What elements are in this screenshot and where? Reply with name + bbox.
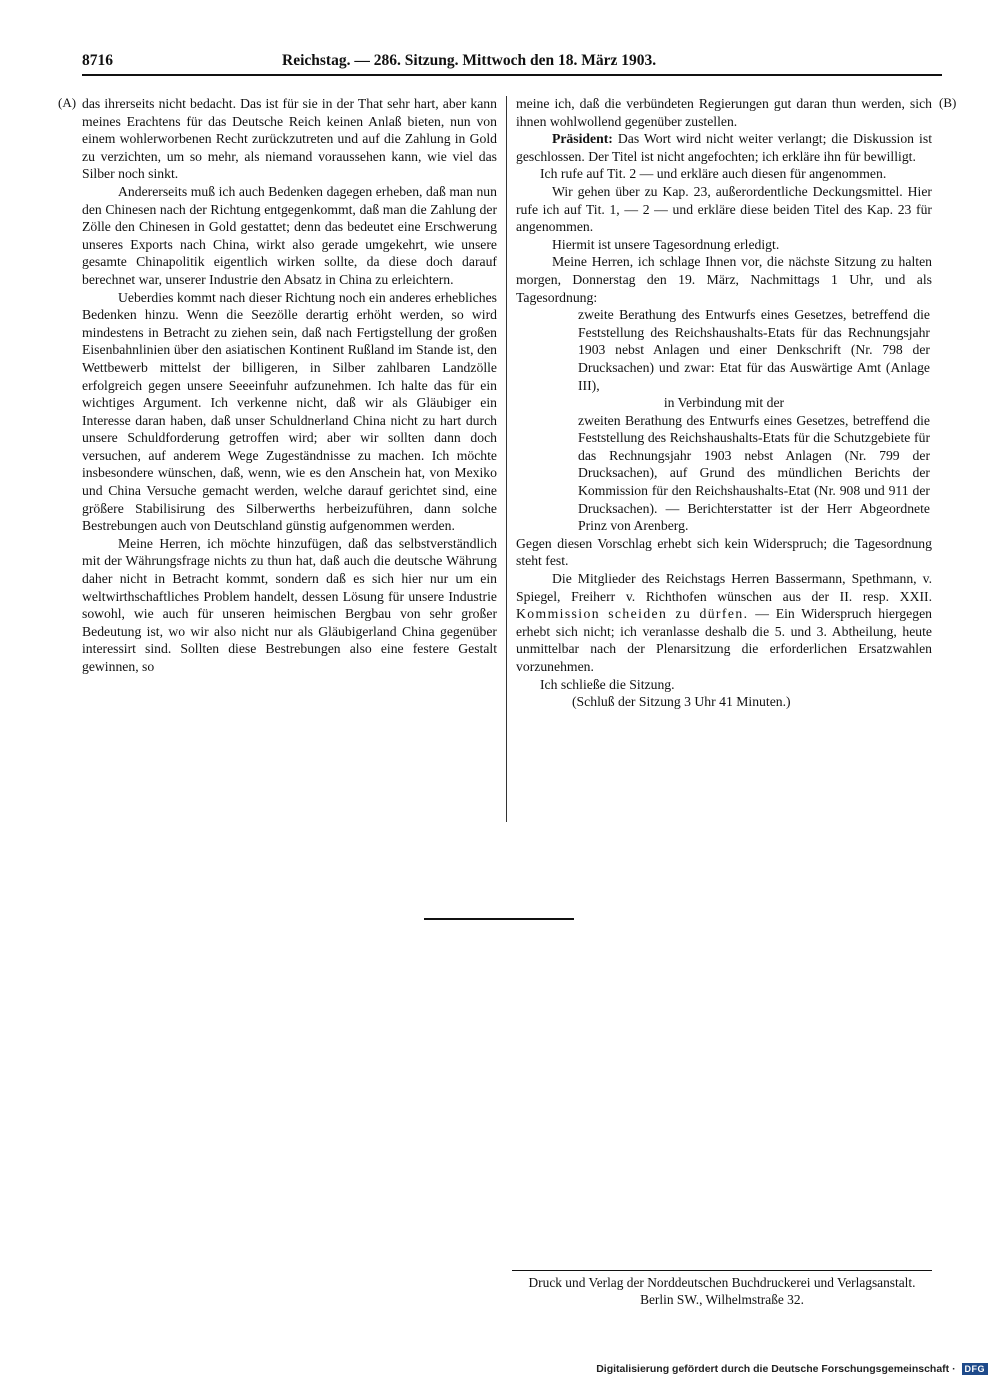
closing-note: (Schluß der Sitzung 3 Uhr 41 Minuten.): [572, 694, 791, 710]
president-paragraph: [516, 130, 932, 165]
imprint-line: Berlin SW., Wilhelmstraße 32.: [640, 1292, 804, 1307]
text-span: — Ein Widerspruch hiergegen erhebt sich nicht; ich veranlasse deshalb die 5. und 3. Abtheilung, heute unmittelbar nach der Plenarsitzung die erforderlichen Ersatzwahlen vorzunehmen.: [516, 606, 932, 674]
imprint-line: Druck und Verlag der Norddeutschen Buchdruckerei und Verlagsanstalt.: [512, 1270, 932, 1291]
paragraph: Meine Herren, ich schlage Ihnen vor, die nächste Sitzung zu halten morgen, Donnerstag den 19. März, Nachmittags 1 Uhr, und als Tagesordnung:: [516, 254, 932, 305]
speaker-label: Präsident:: [552, 131, 613, 147]
paragraph: [516, 570, 932, 676]
printer-imprint: [512, 1270, 932, 1308]
column-divider: [506, 96, 507, 822]
paragraph: das ihrerseits nicht bedacht. Das ist für sie in der That sehr hart, aber kann meines Erachtens für das Deutsche Reich keinen Anlaß bieten, nun von einem wohlerworbenen Recht zurückzutreten und auf die Zahlung in Gold zu verzichten, um so mehr, als niemand voraussehen kann, wie viel das Silber noch sinkt.: [82, 96, 497, 182]
end-rule: [424, 918, 574, 920]
paragraph: Meine Herren, ich möchte hinzufügen, daß das selbstverständlich mit der Währungsfrage nichts zu thun hat, daß auch die deutsche Währung daher nicht in Betracht kommt, sondern daß es sich hier nur um ein weltwirthschaftliches Problem handelt, dessen Lösung für unsere Industrie sowohl, wie auch für unseren heimischen Bergbau von sehr großer Bedeutung ist, wo wir also nicht nur als Gläubigerland China gegenüber interessirt sind. Sollten diese Bestrebungen also eine festere Gestalt gewinnen, so: [82, 535, 497, 674]
paragraph: Andererseits muß ich auch Bedenken dagegen erheben, daß man nun den Chinesen nach der Richtung entgegenkommt, daß man die Zahlung der Zölle den Chinesen in Gold gestattet; denn das bedeutet eine Erschwerung unseres Exports nach China, wirkt also gerade umgekehrt, wie unsere gesamte Chinapolitik eigentlich wirken sollte, da diese doch darauf berechnet war, unserer Industrie den Absatz in China zu erleichtern.: [82, 183, 497, 287]
agenda-item: zweiten Berathung des Entwurfs eines Gesetzes, betreffend die Feststellung des Reichshaushalts-Etats für die Schutzgebiete für das Rechnungsjahr 1903 nebst Anlagen (Nr. 799 der Drucksachen), auf Grund des mündlichen Berichts der Kommission für den Reichshaushalts-Etat (Nr. 908 und 911 der Drucksachen). — Berichterstatter ist der Herr Abgeordnete Prinz von Arenberg.: [578, 412, 930, 534]
paragraph: Ueberdies kommt nach dieser Richtung noch ein anderes erhebliches Bedenken hinzu. Wenn die Seezölle derartig erhöht werden, so wird mindestens in Betracht zu ziehen sein, daß nach Fertigstellung der großen Eisenbahnlinien über den asiatischen Kontinent Rußland im Stande ist, den Wettbewerb mittelst der billigeren, in Silber zahlbaren Landzölle erfolgreich gegen unsere Seeeinfuhr aufzunehmen. Ich halte das für ein wichtiges Argument. Ich verkenne nicht, daß wir als Gläubiger ein Interesse daran haben, daß unser Schuldnerland China nicht zu hart durch unsere Schuldforderung getroffen wird; aber wir sollten dann doch versuchen, auf anderem Wege Zugeständnisse zu machen. Ich möchte insbesondere wünschen, daß, wenn, wie es den Anschein hat, von Mexiko und China Versuche gemacht werden, welche darauf gerichtet sind, eine größere Stabilisirung des Silberwerths herbeizuführen, dann solche Bestrebungen auch von Deutschland günstig aufgenommen werden.: [82, 289, 497, 534]
digitization-note: Digitalisierung gefördert durch die Deutsche Forschungsgemeinschaft ·: [596, 1363, 956, 1375]
paragraph: Gegen diesen Vorschlag erhebt sich kein Widerspruch; die Tagesordnung steht fest.: [516, 535, 932, 569]
page-number: 8716: [82, 52, 113, 69]
margin-mark-a: (A): [58, 95, 77, 110]
right-column: [516, 95, 932, 711]
dfg-logo: DFG: [962, 1363, 989, 1375]
running-title: Reichstag. — 286. Sitzung. Mittwoch den 18. März 1903.: [282, 52, 657, 69]
paragraph: Ich rufe auf Tit. 2 — und erkläre auch diesen für angenommen.: [540, 166, 887, 182]
spaced-text: Kommission scheiden zu dürfen.: [516, 606, 749, 622]
paragraph: Hiermit ist unsere Tagesordnung erledigt.: [552, 236, 780, 252]
margin-mark-b: (B): [939, 95, 957, 110]
speech-text: Das Wort wird nicht weiter verlangt; die Diskussion ist geschlossen. Der Titel ist nicht angefochten; ich erkläre ihn für bewilligt.: [516, 131, 932, 164]
paragraph: Wir gehen über zu Kap. 23, außerordentliche Deckungsmittel. Hier rufe ich auf Tit. 1, — 2 — und erkläre diese beiden Titel des Kap. 23 für angenommen.: [516, 183, 932, 235]
text-span: Die Mitglieder des Reichstags Herren Bassermann, Spethmann, v. Spiegel, Freiherr v. Richthofen wünschen aus der II. resp. XXII.: [516, 571, 932, 604]
page-header: [82, 52, 942, 74]
digitization-footer: [596, 1363, 988, 1375]
agenda-item: zweite Berathung des Entwurfs eines Gesetzes, betreffend die Feststellung des Reichshaushalts-Etats für das Rechnungsjahr 1903 nebst Anlagen und einer Denkschrift (Nr. 798 der Drucksachen) und zwar: Etat für das Auswärtige Amt (Anlage III),: [578, 307, 930, 393]
agenda-connector: in Verbindung mit der: [663, 395, 785, 411]
header-rule: [82, 74, 942, 76]
paragraph: Ich schließe die Sitzung.: [540, 676, 675, 692]
left-column: [82, 95, 497, 676]
agenda-block: [516, 306, 932, 535]
paragraph: meine ich, daß die verbündeten Regierungen gut daran thun werden, sich ihnen wohlwollend gegenüber zustellen.: [516, 96, 932, 129]
